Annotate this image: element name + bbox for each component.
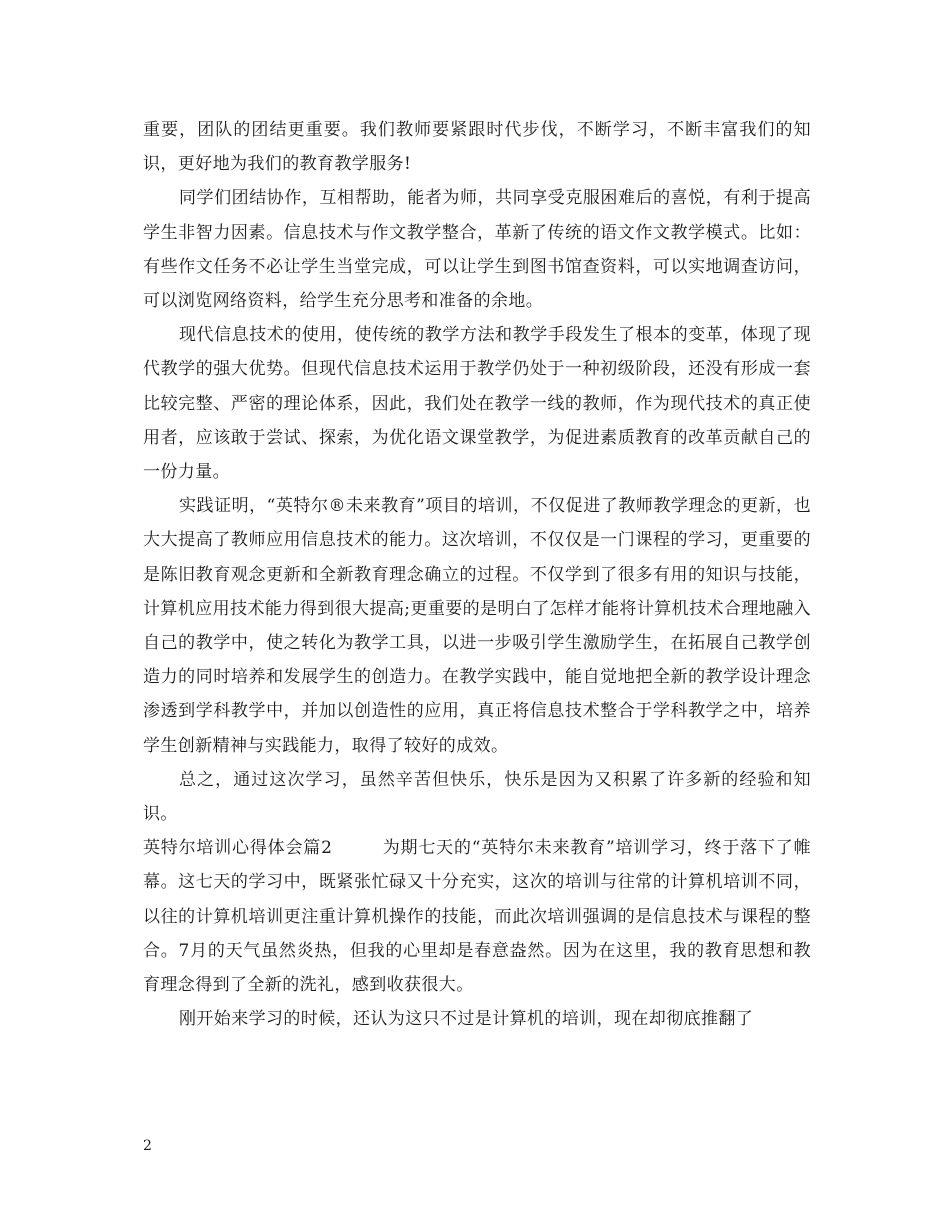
paragraph-5: 总之，通过这次学习，虽然辛苦但快乐，快乐是因为又积累了许多新的经验和知识。 — [143, 769, 811, 825]
paragraph-3: 现代信息技术的使用，使传统的教学方法和教学手段发生了根本的变革，体现了现代教学的强大优势。但现代信息技术运用于教学仍处于一种初级阶段，还没有形成一套比较完整、严密的理论体系，因此，我们处在教学一线的教师，作为现代技术的真正使用者，应该敢于尝试、探索，为优化语文课堂教学，为促进素质教育的改革贡献自己的一份力量。 — [143, 325, 811, 483]
paragraph-4: 实践证明，“英特尔®未来教育”项目的培训，不仅促进了教师教学理念的更新，也大大提高了教师应用信息技术的能力。这次培训，不仅仅是一门课程的学习，更重要的是陈旧教育观念更新和全新教育理念确立的过程。不仅学到了很多有用的知识与技能，计算机应用技术能力得到很大提高;更重要的是明白了怎样才能将计算机技术合理地融入自己的教学中，使之转化为教学工具，以进一步吸引学生激励学生，在拓展自己教学创造力的同时培养和发展学生的创造力。在教学实践中，能自觉地把全新的教学设计理念渗透到学科教学中，并加以创造性的应用，真正将信息技术整合于学科教学之中，培养学生创新精神与实践能力，取得了较好的成效。 — [143, 496, 811, 756]
paragraph-last: 刚开始来学习的时候，还认为这只不过是计算机的培训，现在却彻底推翻了 — [179, 1009, 754, 1030]
section-text: 为期七天的“英特尔未来教育”培训学习，终于落下了帷幕。这七天的学习中，既紧张忙碌又十分充实，这次的培训与往常的计算机培训不同，以往的计算机培训更注重计算机操作的技能，而此次培训强调的是信息技术与课程的整合。7月的天气虽然炎热，但我的心里却是春意盎然。因为在这里，我的教育思想和教育理念得到了全新的洗礼，感到收获很大。 — [143, 838, 811, 996]
document-body — [143, 113, 811, 1036]
paragraph-2: 同学们团结协作，互相帮助，能者为师，共同享受克服困难后的喜悦，有利于提高学生非智力因素。信息技术与作文教学整合，革新了传统的语文作文教学模式。比如：有些作文任务不必让学生当堂完成，可以让学生到图书馆查资料，可以实地调查访问，可以浏览网络资料，给学生充分思考和准备的余地。 — [143, 188, 811, 312]
section-title: 英特尔培训心得体会篇2 — [143, 838, 333, 859]
section-paragraph — [143, 831, 811, 1002]
page-number: 2 — [143, 1138, 152, 1154]
paragraph-1: 重要，团队的团结更重要。我们教师要紧跟时代步伐，不断学习，不断丰富我们的知识，更好地为我们的教育教学服务! — [143, 120, 811, 175]
